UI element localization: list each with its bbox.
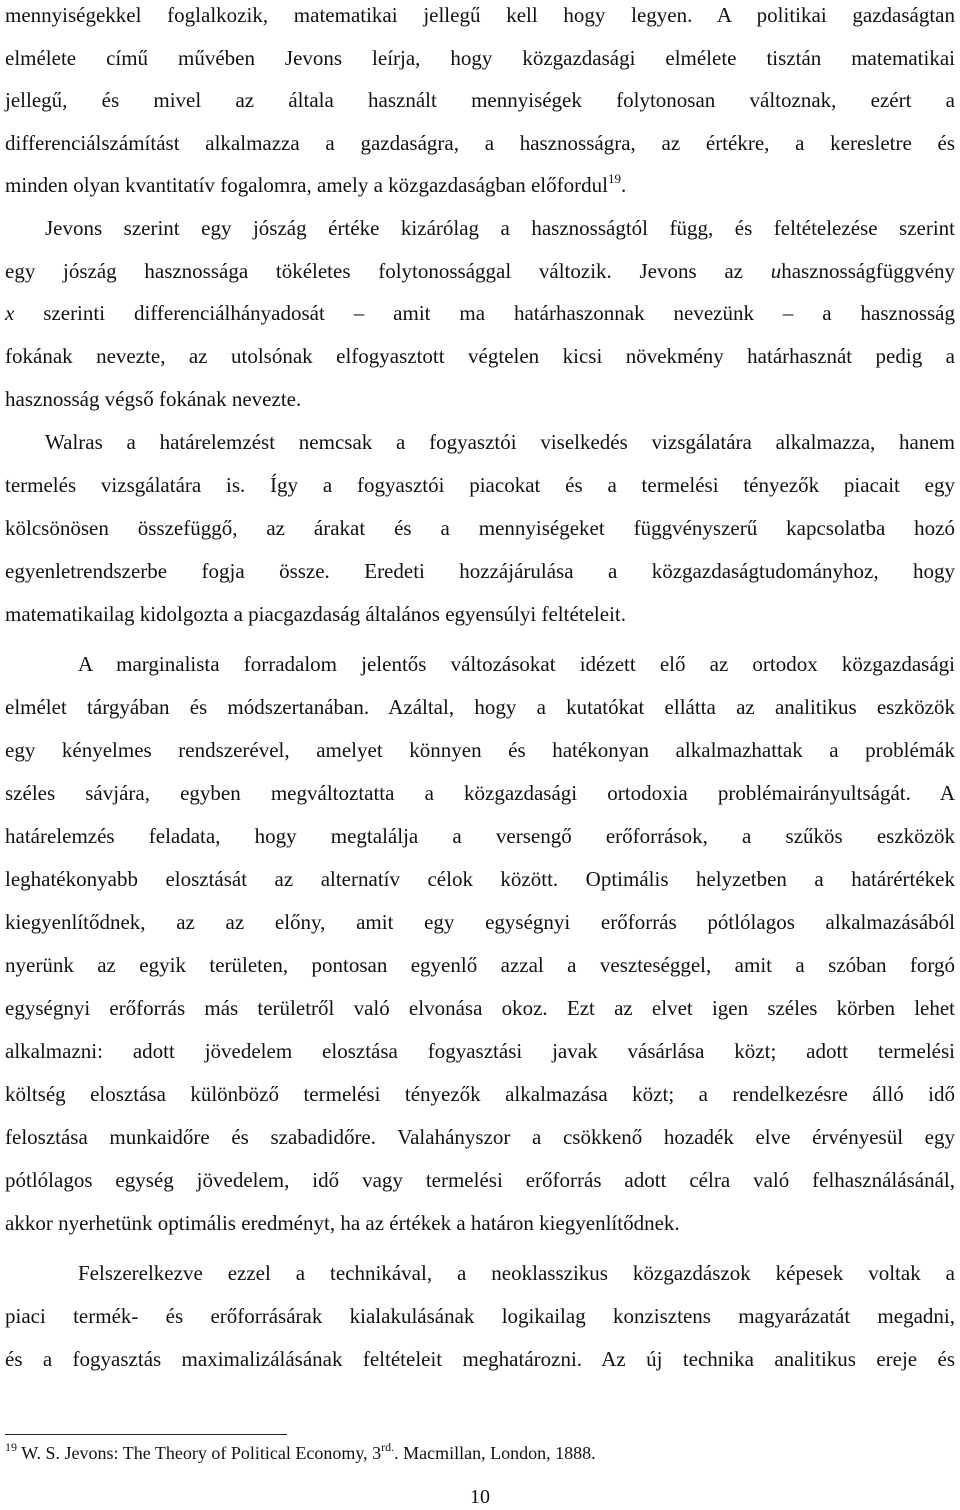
text-segment: hasznosságfüggvény — [781, 259, 956, 283]
footnote — [5, 1440, 596, 1466]
text-line: jellegű, és mivel az általa használt mennyiségek folytonosan változnak, ezért a — [5, 88, 955, 112]
text-line: Felszerelkezve ezzel a technikával, a neoklasszikus közgazdászok képesek voltak a — [78, 1261, 955, 1285]
text-line: egyenletrendszerbe fogja össze. Eredeti hozzájárulása a közgazdaságtudományhoz, hogy — [5, 559, 955, 583]
text-segment: egy jószág hasznossága tökéletes folytonossággal változik. Jevons az — [5, 259, 744, 283]
text-line: leghatékonyabb elosztását az alternatív célok között. Optimális helyzetben a határértékek — [5, 867, 955, 891]
text-line: kiegyenlítődnek, az az előny, amit egy egységnyi erőforrás pótlólagos alkalmazásából — [5, 910, 955, 934]
text-line: felosztása munkaidőre és szabadidőre. Valahányszor a csökkenő hozadék elve érvényesül egy — [5, 1125, 955, 1149]
math-variable-u: u — [770, 259, 782, 283]
text-line: széles sávjára, egyben megváltoztatta a közgazdasági ortodoxia problémairányultságát. A — [5, 781, 955, 805]
text-line — [5, 170, 955, 200]
text-segment: szerinti differenciálhányadosát – amit ma határhaszonnak nevezünk – a hasznosság — [43, 301, 956, 325]
text-line: differenciálszámítást alkalmazza a gazdaságra, a hasznosságra, az értékre, a keresletre és — [5, 131, 955, 155]
text-line: Jevons szerint egy jószág értéke kizárólag a hasznosságtól függ, és feltételezése szerint — [45, 216, 955, 240]
text-line: kölcsönösen összefüggő, az árakat és a mennyiségeket függvényszerű kapcsolatba hozó — [5, 516, 955, 540]
text-line — [5, 298, 955, 328]
footnote-separator — [5, 1434, 287, 1435]
text-segment: . — [620, 173, 627, 197]
footnote-superscript: rd. — [381, 1440, 395, 1454]
text-line: határelemzés feladata, hogy megtalálja a versengő erőforrások, a szűkös eszközök — [5, 824, 955, 848]
text-line: elmélete című művében Jevons leírja, hogy közgazdasági elmélete tisztán matematikai — [5, 46, 955, 70]
text-line: akkor nyerhetünk optimális eredményt, ha az értékek a határon kiegyenlítődnek. — [5, 1211, 680, 1235]
footnote-reference: 19 — [607, 171, 621, 186]
text-line: A marginalista forradalom jelentős változásokat idézett elő az ortodox közgazdasági — [78, 652, 955, 676]
footnote-number: 19 — [5, 1440, 17, 1454]
text-line: Walras a határelemzést nemcsak a fogyasztói viselkedés vizsgálatára alkalmazza, hanem — [45, 430, 955, 454]
text-line: piaci termék- és erőforrásárak kialakulásának logikailag konzisztens magyarázatát megadni, — [5, 1304, 955, 1328]
text-line: egységnyi erőforrás más területről való elvonása okoz. Ezt az elvet igen széles körben lehet — [5, 996, 955, 1020]
text-line: termelés vizsgálatára is. Így a fogyasztói piacokat és a termelési tényezők piacait egy — [5, 473, 955, 497]
text-line — [5, 256, 955, 286]
text-line: hasznosság végső fokának nevezte. — [5, 387, 302, 411]
page-number: 10 — [470, 1486, 490, 1508]
text-line: egy kényelmes rendszerével, amelyet könnyen és hatékonyan alkalmazhattak a problémák — [5, 738, 955, 762]
text-segment: minden olyan kvantitatív fogalomra, amely a közgazdaságban előfordul — [5, 173, 608, 197]
text-line: fokának nevezte, az utolsónak elfogyasztott végtelen kicsi növekmény határhasznát pedig a — [5, 344, 955, 368]
text-line: mennyiségekkel foglalkozik, matematikai jellegű kell hogy legyen. A politikai gazdaságtan — [5, 3, 955, 27]
footnote-text: . Macmillan, London, 1888. — [394, 1443, 596, 1463]
math-variable-x: x — [5, 301, 15, 325]
text-line: és a fogyasztás maximalizálásának feltételeit meghatározni. Az új technika analitikus ereje és — [5, 1347, 955, 1371]
text-line: elmélet tárgyában és módszertanában. Azáltal, hogy a kutatókat ellátta az analitikus eszközök — [5, 695, 955, 719]
text-line: alkalmazni: adott jövedelem elosztása fogyasztási javak vásárlása közt; adott termelési — [5, 1039, 955, 1063]
text-line: matematikailag kidolgozta a piacgazdaság általános egyensúlyi feltételeit. — [5, 602, 626, 626]
text-line: nyerünk az egyik területen, pontosan egyenlő azzal a veszteséggel, amit a szóban forgó — [5, 953, 955, 977]
text-line: költség elosztása különböző termelési tényezők alkalmazása közt; a rendelkezésre álló idő — [5, 1082, 955, 1106]
footnote-text: W. S. Jevons: The Theory of Political Economy, 3 — [21, 1443, 382, 1463]
text-line: pótlólagos egység jövedelem, idő vagy termelési erőforrás adott célra való felhasználásánál, — [5, 1168, 955, 1192]
